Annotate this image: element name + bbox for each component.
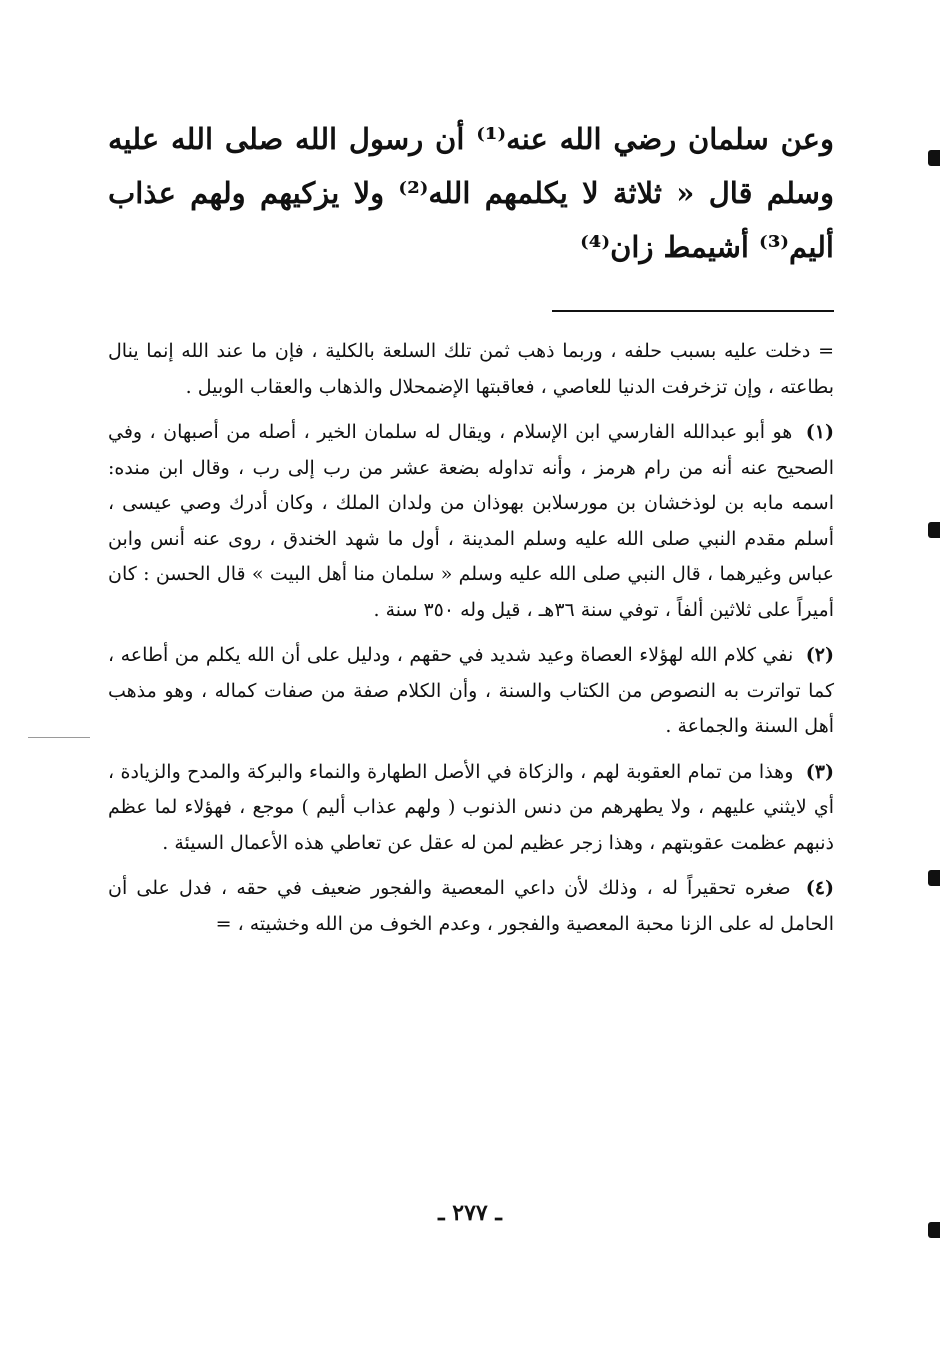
footnote-text: = دخلت عليه بسبب حلفه ، وربما ذهب ثمن تلك السلعة بالكلية ، فإن ما عند الله إنما ينال بطاعته ، وإن تزخرفت الدنيا للعاصي ، فعاقبتها الإضمحلال والذهاب والعقاب الوبيل . <box>108 340 834 398</box>
footnote-3 <box>108 755 834 862</box>
page-number: ـ ٢٧٧ ـ <box>438 1200 502 1226</box>
binding-mark <box>928 522 940 538</box>
footnote-text: نفي كلام الله لهؤلاء العصاة وعيد شديد في حقهم ، ودليل على أن الله يكلم من أطاعه ، كما تواترت به النصوص من الكتاب والسنة ، وأن الكلام صفة من صفات كماله ، وهو مذهب أهل السنة والجماعة . <box>108 644 834 737</box>
scan-artifact-line <box>28 737 90 738</box>
footnote-number: (٢) <box>805 644 834 666</box>
footnote-number: (٤) <box>805 877 834 899</box>
binding-mark <box>928 150 940 166</box>
binding-mark <box>928 870 940 886</box>
footnote-continuation <box>108 334 834 405</box>
footnote-1 <box>108 415 834 628</box>
hadith-paragraph: وعن سلمان رضي الله عنه⁽¹⁾ أن رسول الله صلى الله عليه وسلم قال « ثلاثة لا يكلمهم الله⁽²⁾ ولا يزكيهم ولهم عذاب أليم⁽³⁾ أشيمط زان⁽⁴⁾ <box>108 122 834 264</box>
hadith-text <box>108 112 834 274</box>
footnotes-section <box>108 334 834 952</box>
footnote-number: (٣) <box>805 760 834 783</box>
footnote-number: (١) <box>805 421 834 443</box>
footnote-2 <box>108 638 834 745</box>
footnote-4 <box>108 871 834 942</box>
binding-mark <box>928 1222 940 1238</box>
footnote-text: هو أبو عبدالله الفارسي ابن الإسلام ، ويقال له سلمان الخير ، أصله من أصبهان ، وفي الصحيح عنه أنه من رام هرمز ، وأنه تداوله بضعة عشر من رب إلى رب ، وقال ابن منده: اسمه مابه بن لوذخشان بن مورسلابن بهوذان من ولدان الملك ، وكان أدرك وصي عيسى ، أسلم مقدم النبي صلى الله عليه وسلم المدينة ، أول ما شهد الخندق ، روى عنه أنس وابن عباس وغيرهما ، قال النبي صلى الله عليه وسلم « سلمان منا أهل البيت » قال الحسن : كان أميراً على ثلاثين ألفاً ، توفي سنة ٣٦هـ ، قيل وله ٣٥٠ سنة . <box>108 421 834 621</box>
footnote-divider <box>552 310 834 312</box>
footnote-text: صغره تحقيراً له ، وذلك لأن داعي المعصية والفجور ضعيف في حقه ، فدل على أن الحامل له على الزنا محبة المعصية والفجور ، وعدم الخوف من الله وخشيته ، = <box>108 877 834 935</box>
footnote-text: وهذا من تمام العقوبة لهم ، والزكاة في الأصل الطهارة والنماء والبركة والمدح والزيادة ، أي لايثني عليهم ، ولا يطهرهم من دنس الذنوب ( ولهم عذاب أليم ) موجع ، فهؤلاء لما عظم ذنبهم عظمت عقوبتهم ، وهذا زجر عظيم لمن له عقل عن تعاطي هذه الأعمال السيئة . <box>108 760 834 854</box>
